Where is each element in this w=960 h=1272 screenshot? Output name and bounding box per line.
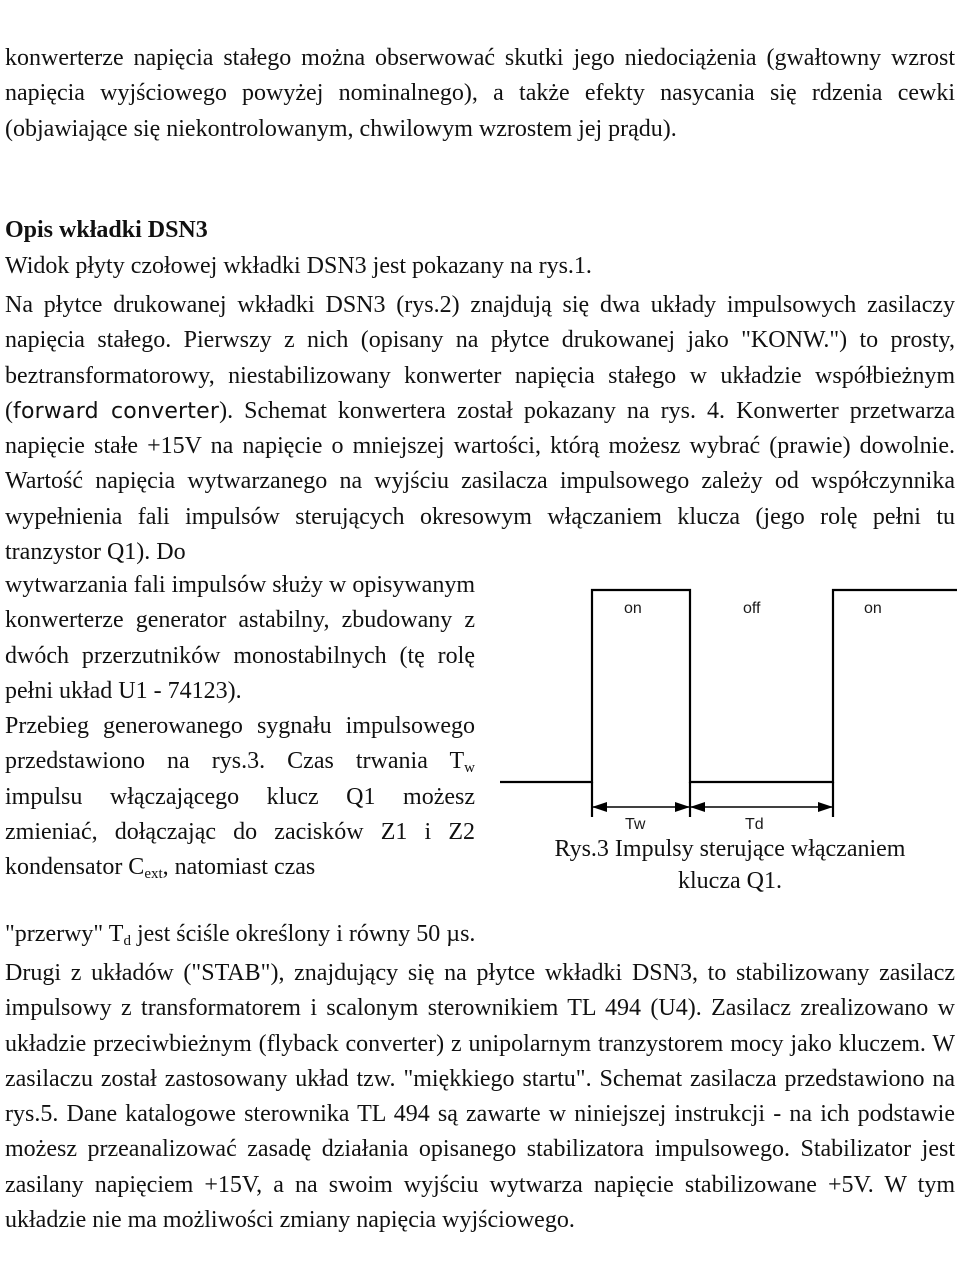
figure-caption	[520, 833, 940, 897]
subscript-d: d	[123, 933, 131, 949]
arrow-tw-right	[675, 802, 690, 812]
intro-paragraph: konwerterze napięcia stałego można obserwować skutki jego niedociążenia (gwałtowny wzrost napięcia wyjściowego powyżej nominalnego), a także efekty nasycania się rdzenia cewki (objawiające się niekontrolowanym, chwilowym wzrostem jej prądu).	[5, 45, 955, 142]
label-tw: Tw	[625, 816, 646, 833]
waveform-paragraph	[5, 709, 475, 885]
waveform-text-a: Przebieg generowanego sygnału impulsowego przedstawiono na rys.3. Czas trwania T	[5, 713, 475, 775]
left-column	[5, 568, 475, 886]
subscript-w: w	[464, 760, 475, 777]
label-td: Td	[745, 816, 764, 833]
break-text-b: jest ściśle określony i równy 50 µs.	[130, 921, 476, 947]
section-heading: Opis wkładki DSN3	[5, 217, 208, 243]
break-time-line	[5, 921, 475, 948]
waveform-text-c: , natomiast czas	[162, 854, 316, 881]
label-on-first: on	[624, 600, 642, 617]
front-panel-line: Widok płyty czołowej wkładki DSN3 jest pokazany na rys.1.	[5, 253, 592, 279]
subscript-ext: ext	[144, 866, 163, 883]
forward-converter-term: forward converter	[13, 398, 220, 424]
waveform-text-b: impulsu włączającego klucz Q1 możesz zmieniać, dołączając do zacisków Z1 i Z2 kondensator C	[5, 783, 475, 881]
pulse-waveform-line	[500, 590, 957, 782]
description-text-a: Na płytce drukowanej wkładki DSN3 (rys.2) znajdują się dwa układy impulsowych zasilaczy napięcia stałego. Pierwszy z nich (opisany na płytce drukowanej jako "KONW.") to prosty, beztransformatorowy, niestabilizowany konwerter napięcia stałego w układzie współbieżnym (	[5, 292, 955, 424]
arrow-td-right	[818, 802, 833, 812]
description-text-b: ). Schemat konwertera został pokazany na rys. 4. Konwerter przetwarza napięcie stałe +15V na napięcie o mniejszej wartości, którą możesz wybrać (prawie) dowolnie. Wartość napięcia wytwarzanego na wyjściu zasilacza impulsowego zależy od współczynnika wypełnienia fali impulsów sterujących okresowym włączaniem klucza (jego rolę pełni tu tranzystor Q1). Do	[5, 397, 955, 566]
label-on-second: on	[864, 600, 882, 617]
pulse-waveform-diagram	[495, 585, 957, 835]
stab-paragraph: Drugi z układów ("STAB"), znajdujący się na płytce wkładki DSN3, to stabilizowany zasilacz impulsowy z transformatorem i scalonym sterownikiem TL 494 (U4). Zasilacz zrealizowano w układzie przeciwbieżnym (flyback converter) z unipolarnym tranzystorem mocy jako kluczem. W zasilaczu został zastosowany układ tzw. "miękkiego startu". Schemat zasilacza przedstawiono na rys.5. Dane katalogowe sterownika TL 494 są zawarte w niniejszej instrukcji - na ich podstawie możesz przeanalizować zasadę działania opisanego stabilizatora impulsowego. Stabilizator jest zasilany napięciem +15V, a na swoim wyjściu wytwarza napięcie stabilizowane +5V. W tym układzie nie ma możliwości zmiany napięcia wyjściowego.	[5, 960, 955, 1234]
arrow-tw-left	[592, 802, 607, 812]
break-text-a: "przerwy" T	[5, 921, 124, 947]
arrow-td-left	[690, 802, 705, 812]
generator-paragraph: wytwarzania fali impulsów służy w opisywanym konwerterze generator astabilny, zbudowany z dwóch przerzutników monostabilnych (tę rolę pełni układ U1 - 74123).	[5, 572, 475, 704]
description-paragraph	[5, 288, 955, 570]
caption-line-1: Rys.3 Impulsy sterujące włączaniem	[554, 836, 906, 862]
label-off: off	[743, 600, 761, 617]
caption-line-2: klucza Q1.	[678, 868, 782, 894]
